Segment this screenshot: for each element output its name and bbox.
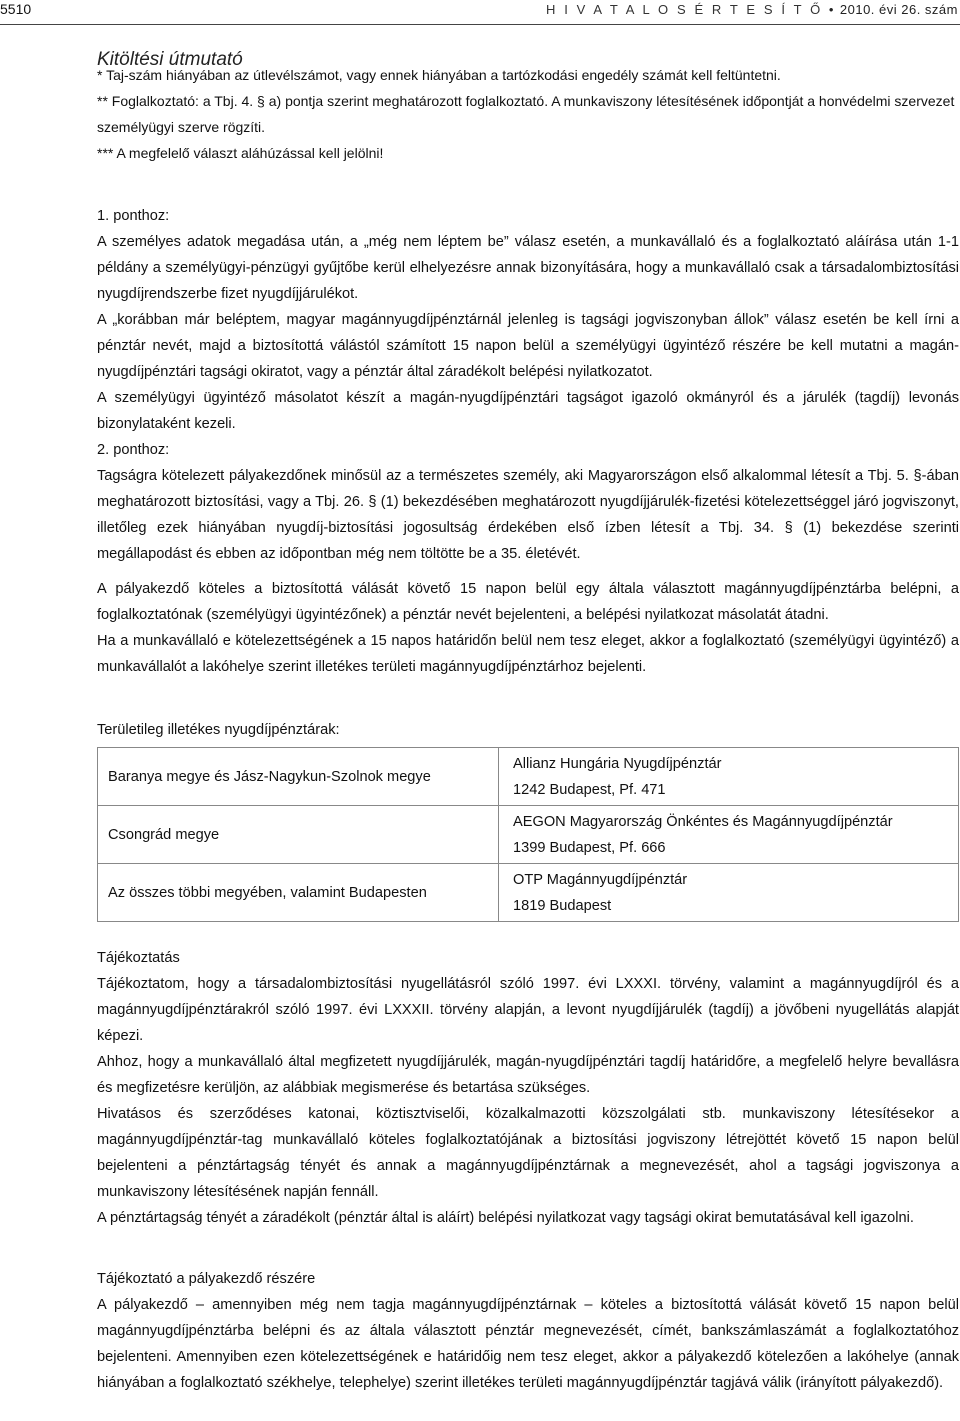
fund-name: OTP Magánnyugdíjpénztár <box>513 871 688 888</box>
info-paragraph: A pénztártagság tényét a záradékolt (pénztár által is aláírt) belépési nyilatkozat vagy tagsági okirat bemutatásával kell igazolni. <box>97 1210 914 1226</box>
section-1-paragraph: A személyügyi ügyintéző másolatot készít a magán-nyugdíjpénztári tagságot igazoló okmányról és a járulék (tagdíj) levonás bizonylataként kezeli. <box>97 390 959 432</box>
fund-cell <box>499 748 959 806</box>
fund-cell <box>499 864 959 922</box>
section-2-continued <box>97 576 959 680</box>
info-section <box>97 945 959 1231</box>
info-paragraph: Ahhoz, hogy a munkavállaló által megfizetett nyugdíjjárulék, magán-nyugdíjpénztári tagdíj határidőre, a megfelelő helyre bevallásra és megfizetésre kerüljön, az alábbiak megismerése és betartása szükséges. <box>97 1054 959 1096</box>
region-cell: Csongrád megye <box>98 806 499 864</box>
funds-heading: Területileg illetékes nyugdíjpénztárak: <box>97 722 340 738</box>
region-cell: Baranya megye és Jász-Nagykun-Szolnok megye <box>98 748 499 806</box>
section-2-paragraph: A pályakezdő köteles a biztosítottá válását követő 15 napon belül egy általa választott magánnyugdíjpénztárba belépni, a foglalkoztatónak (személyügyi ügyintézőnek) a pénztár nevét bejelenteni, a belépési nyilatkozat másolatát átadni. <box>97 581 959 623</box>
fund-name: Allianz Hungária Nyugdíjpénztár <box>513 755 722 772</box>
section-1-heading: 1. ponthoz: <box>97 208 170 224</box>
footnote-3: *** A megfelelő választ aláhúzással kell jelölni! <box>97 145 384 161</box>
info-paragraph: Hivatásos és szerződéses katonai, köztisztviselői, közalkalmazotti közszolgálati stb. munkaviszony létesítésekor a magánnyugdíjpénztár-tag munkavállaló köteles foglalkoztatójának a biztosítási jogviszony létrejöttét követő 15 napon belül bejelenteni a pénztártagság tényét és annak a magánnyugdíjpénztárnak a megnevezését, ahol a tagsági jogviszonya a munkaviszony létesítésének napján fennáll. <box>97 1106 959 1200</box>
page-number: 5510 <box>0 1 32 17</box>
starter-paragraph: A pályakezdő – amennyiben még nem tagja magánnyugdíjpénztárnak – köteles a biztosítottá válását követő 15 napon belül magánnyugdíjpénztárba belépni és az általa választott pénztár megnevezését, címét, bankszámlaszámát a foglalkoztatóhoz bejelenteni. Amennyiben ezen kötelezettségének e határidőig nem tesz eleget, akkor a pályakezdő kötelezően a lakóhelye (annak hiányában a foglalkoztató székhelye, telephelye) szerint illetékes területi magánnyugdíjpénztár tagjává válik (irányított pályakezdő). <box>97 1297 959 1391</box>
table-row <box>98 748 959 806</box>
footnote-1: * Taj-szám hiányában az útlevélszámot, vagy ennek hiányában a tartózkodási engedély számát kell feltüntetni. <box>97 67 781 83</box>
section-1 <box>97 203 959 437</box>
section-2-paragraph: Ha a munkavállaló e kötelezettségének a 15 napos határidőn belül nem tesz eleget, akkor a foglalkoztató (személyügyi ügyintéző) a munkavállalót a lakóhelye szerint illetékes területi magánnyugdíjpénztárhoz bejelenti. <box>97 633 959 675</box>
page-title: Kitöltési útmutató <box>97 49 243 70</box>
footnote-2: ** Foglalkoztató: a Tbj. 4. § a) pontja szerint meghatározott foglalkoztató. A munkaviszony létesítésének időpontját a honvédelmi szervezet személyügyi szerve rögzíti. <box>97 93 955 135</box>
publication-name: H I V A T A L O S É R T E S Í T Ő <box>546 2 823 17</box>
footnotes <box>97 62 959 166</box>
funds-table <box>97 747 959 922</box>
fund-address: 1242 Budapest, Pf. 471 <box>513 781 666 798</box>
fund-address: 1399 Budapest, Pf. 666 <box>513 839 666 856</box>
running-header <box>0 0 960 19</box>
table-row <box>98 806 959 864</box>
section-2-paragraph: Tagságra kötelezett pályakezdőnek minősül az a természetes személy, aki Magyarországon első alkalommal létesít a Tbj. 5. §-ában meghatározott biztosítási, vagy a Tbj. 26. § (1) bekezdésében meghatározott nyugdíjjárulék-fizetési kötelezettséggel járó jogviszonyt, illetőleg ezek hiányában nyugdíj-biztosítási jogosultság érdekében első ízben létesít a Tbj. 34. § (1) bekezdése szerinti megállapodást és ebben az időpontban még nem töltötte be a 35. életévét. <box>97 468 959 562</box>
table-row <box>98 864 959 922</box>
info-heading: Tájékoztatás <box>97 950 180 966</box>
fund-name: AEGON Magyarország Önkéntes és Magánnyugdíjpénztár <box>513 813 893 830</box>
section-1-paragraph: A „korábban már beléptem, magyar magánnyugdíjpénztárnál jelenleg is tagsági jogviszonyban állok” válasz esetén be kell írni a pénztár nevét, majd a biztosítottá válástól számított 15 napon belül a személyügyi ügyintéző részére be kell mutatni a magán-nyugdíjpénztári tagsági okiratot, vagy a pénztár által záradékolt belépési nyilatkozatot. <box>97 312 959 380</box>
running-head: H I V A T A L O S É R T E S Í T Ő • 2010. évi 26. szám <box>546 2 958 17</box>
starter-heading: Tájékoztató a pályakezdő részére <box>97 1271 316 1287</box>
region-cell: Az összes többi megyében, valamint Budapesten <box>98 864 499 922</box>
section-1-paragraph: A személyes adatok megadása után, a „még nem léptem be” válasz esetén, a munkavállaló és a foglalkoztató aláírása után 1-1 példány a személyügyi-pénzügyi gyűjtőbe kerül elhelyezésre annak bizonyítására, hogy a munkavállaló csak a társadalombiztosítási nyugdíjrendszerbe fizet nyugdíjjárulékot. <box>97 234 959 302</box>
issue-number: 2010. évi 26. szám <box>839 2 958 17</box>
header-rule <box>0 24 960 25</box>
section-2-heading: 2. ponthoz: <box>97 442 170 458</box>
fund-cell <box>499 806 959 864</box>
section-2 <box>97 437 959 567</box>
starter-section <box>97 1266 959 1396</box>
fund-address: 1819 Budapest <box>513 897 612 914</box>
info-paragraph: Tájékoztatom, hogy a társadalombiztosítási nyugellátásról szóló 1997. évi LXXXI. törvény, valamint a magánnyugdíjról és a magánnyugdíjpénztárakról szóló 1997. évi LXXXII. törvény alapján, a levont nyugdíjjárulék (tagdíj) a jövőbeni nyugellátás alapját képezi. <box>97 976 959 1044</box>
